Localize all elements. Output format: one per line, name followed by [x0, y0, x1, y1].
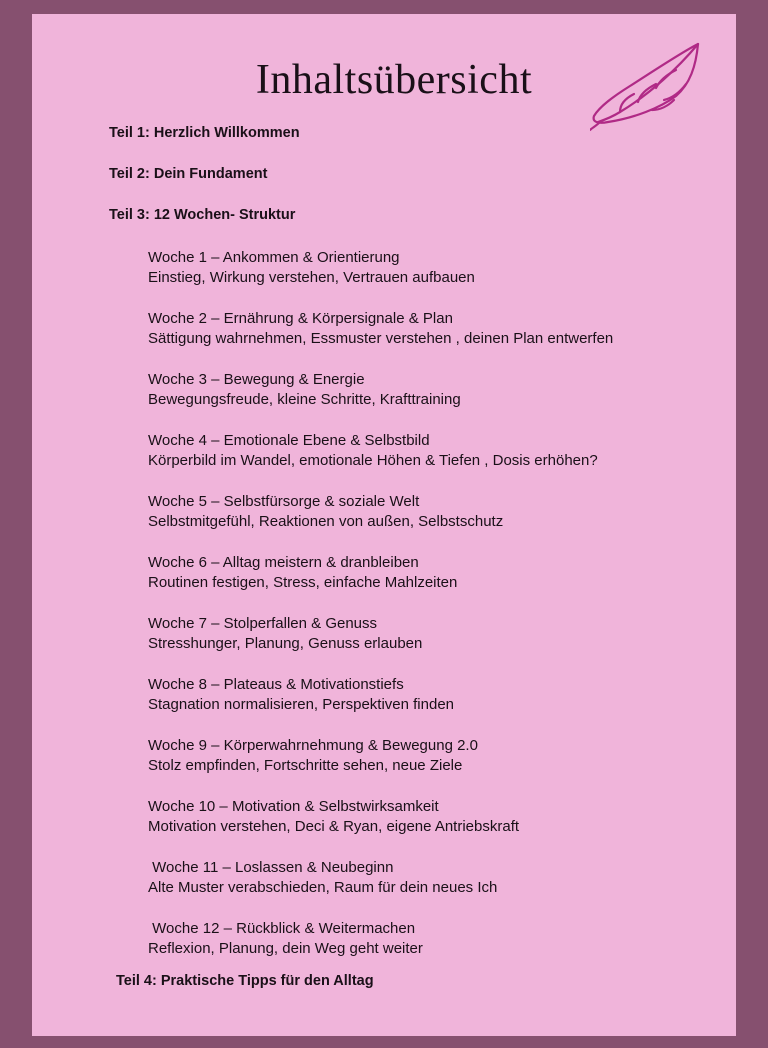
- week-topics: Routinen festigen, Stress, einfache Mahlzeiten: [148, 574, 458, 591]
- part-4: Teil 4: Praktische Tipps für den Alltag: [116, 973, 374, 989]
- week-6: [148, 553, 457, 593]
- week-title: Woche 9 – Körperwahrnehmung & Bewegung 2.0: [148, 737, 478, 754]
- week-topics: Motivation verstehen, Deci & Ryan, eigene Antriebskraft: [148, 818, 520, 835]
- week-title: Woche 12 – Rückblick & Weitermachen: [148, 920, 416, 937]
- week-title: Woche 1 – Ankommen & Orientierung: [148, 249, 400, 266]
- week-5: [148, 492, 503, 532]
- week-8: [148, 675, 454, 715]
- week-topics: Selbstmitgefühl, Reaktionen von außen, Selbstschutz: [148, 513, 504, 530]
- part-3: Teil 3: 12 Wochen- Struktur: [109, 207, 296, 223]
- week-title: Woche 3 – Bewegung & Energie: [148, 371, 365, 388]
- week-topics: Alte Muster verabschieden, Raum für dein neues Ich: [148, 879, 498, 896]
- feather-icon: [590, 38, 704, 138]
- week-title: Woche 10 – Motivation & Selbstwirksamkeit: [148, 798, 439, 815]
- week-title: Woche 6 – Alltag meistern & dranbleiben: [148, 554, 419, 571]
- week-topics: Stolz empfinden, Fortschritte sehen, neue Ziele: [148, 757, 463, 774]
- week-12: [148, 919, 423, 959]
- page-title: Inhaltsübersicht: [255, 57, 533, 103]
- week-topics: Reflexion, Planung, dein Weg geht weiter: [148, 940, 423, 957]
- week-2: [148, 309, 613, 349]
- week-title: Woche 2 – Ernährung & Körpersignale & Plan: [148, 310, 453, 327]
- week-title: Woche 5 – Selbstfürsorge & soziale Welt: [148, 493, 420, 510]
- week-topics: Einstieg, Wirkung verstehen, Vertrauen aufbauen: [148, 269, 475, 286]
- week-7: [148, 614, 422, 654]
- week-topics: Körperbild im Wandel, emotionale Höhen & Tiefen , Dosis erhöhen?: [148, 452, 598, 469]
- week-topics: Sättigung wahrnehmen, Essmuster verstehen , deinen Plan entwerfen: [148, 330, 614, 347]
- week-11: [148, 858, 497, 898]
- week-topics: Stagnation normalisieren, Perspektiven finden: [148, 696, 455, 713]
- week-3: [148, 370, 461, 410]
- week-title: Woche 11 – Loslassen & Neubeginn: [148, 859, 394, 876]
- week-title: Woche 7 – Stolperfallen & Genuss: [148, 615, 378, 632]
- week-9: [148, 736, 478, 776]
- page: [32, 14, 736, 1036]
- week-1: [148, 248, 475, 288]
- part-2: Teil 2: Dein Fundament: [109, 166, 268, 182]
- week-title: Woche 4 – Emotionale Ebene & Selbstbild: [148, 432, 430, 449]
- week-topics: Stresshunger, Planung, Genuss erlauben: [148, 635, 423, 652]
- week-title: Woche 8 – Plateaus & Motivationstiefs: [148, 676, 404, 693]
- week-topics: Bewegungsfreude, kleine Schritte, Krafttraining: [148, 391, 461, 408]
- week-4: [148, 431, 598, 471]
- week-10: [148, 797, 519, 837]
- part-1: Teil 1: Herzlich Willkommen: [109, 125, 300, 141]
